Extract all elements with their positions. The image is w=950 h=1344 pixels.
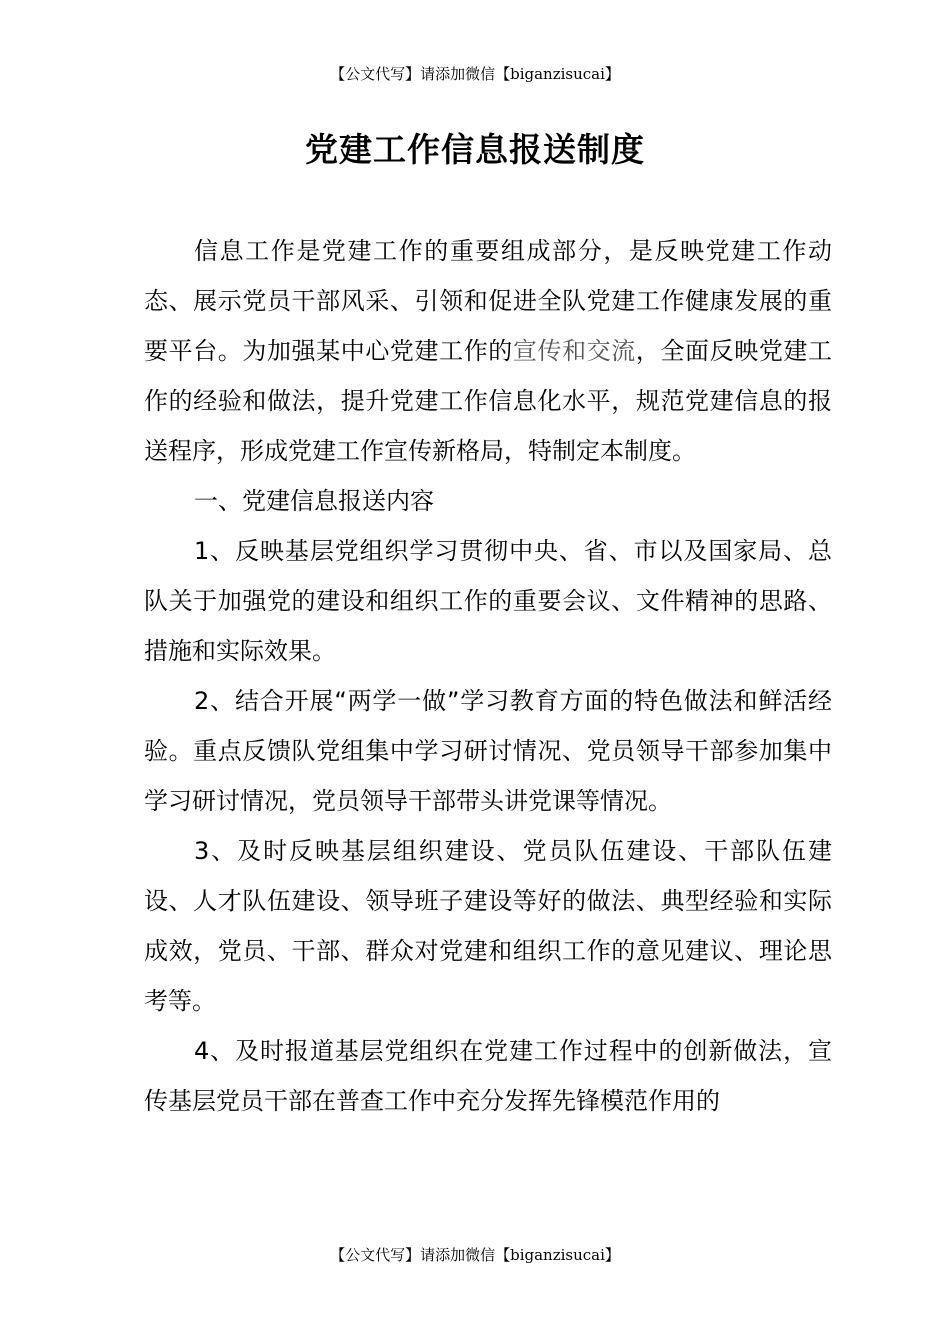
list-item-2: 2、结合开展“两学一做”学习教育方面的特色做法和鲜活经验。重点反馈队党组集中学习研讨情况、党员领导干部参加集中学习研讨情况，党员领导干部带头讲党课等情况。 xyxy=(144,687,832,815)
list-item-1: 1、反映基层党组织学习贯彻中央、省、市以及国家局、总队关于加强党的建设和组织工作的重要会议、文件精神的思路、措施和实际效果。 xyxy=(144,537,832,665)
footer-note: 【公文代写】请添加微信【biganzisucai】 xyxy=(330,1246,620,1264)
intro-text-before: 信息工作是党建工作的重要组成部分，是反映党建工作动态、展示党员干部风采、引领和促进全队党建工作健康发展的重要平台。为加强某中心党建工作的 xyxy=(144,237,832,365)
intro-text-after: ，全面反映党建工作的经验和做法，提升党建工作信息化水平，规范党建信息的报送程序，形成党建工作宣传新格局，特制定本制度。 xyxy=(144,337,833,465)
intro-paragraph xyxy=(144,226,832,476)
intro-highlight: 宣传和交流 xyxy=(512,337,636,365)
section-heading: 一、党建信息报送内容 xyxy=(194,487,434,515)
document-body xyxy=(144,226,832,1126)
header-note: 【公文代写】请添加微信【biganzisucai】 xyxy=(330,65,620,83)
document-title: 党建工作信息报送制度 xyxy=(305,130,645,169)
list-item-4: 4、及时报道基层党组织在党建工作过程中的创新做法，宣传基层党员干部在普查工作中充分发挥先锋模范作用的 xyxy=(144,1037,832,1115)
list-item-3: 3、及时反映基层组织建设、党员队伍建设、干部队伍建设、人才队伍建设、领导班子建设等好的做法、典型经验和实际成效，党员、干部、群众对党建和组织工作的意见建议、理论思考等。 xyxy=(144,837,832,1015)
